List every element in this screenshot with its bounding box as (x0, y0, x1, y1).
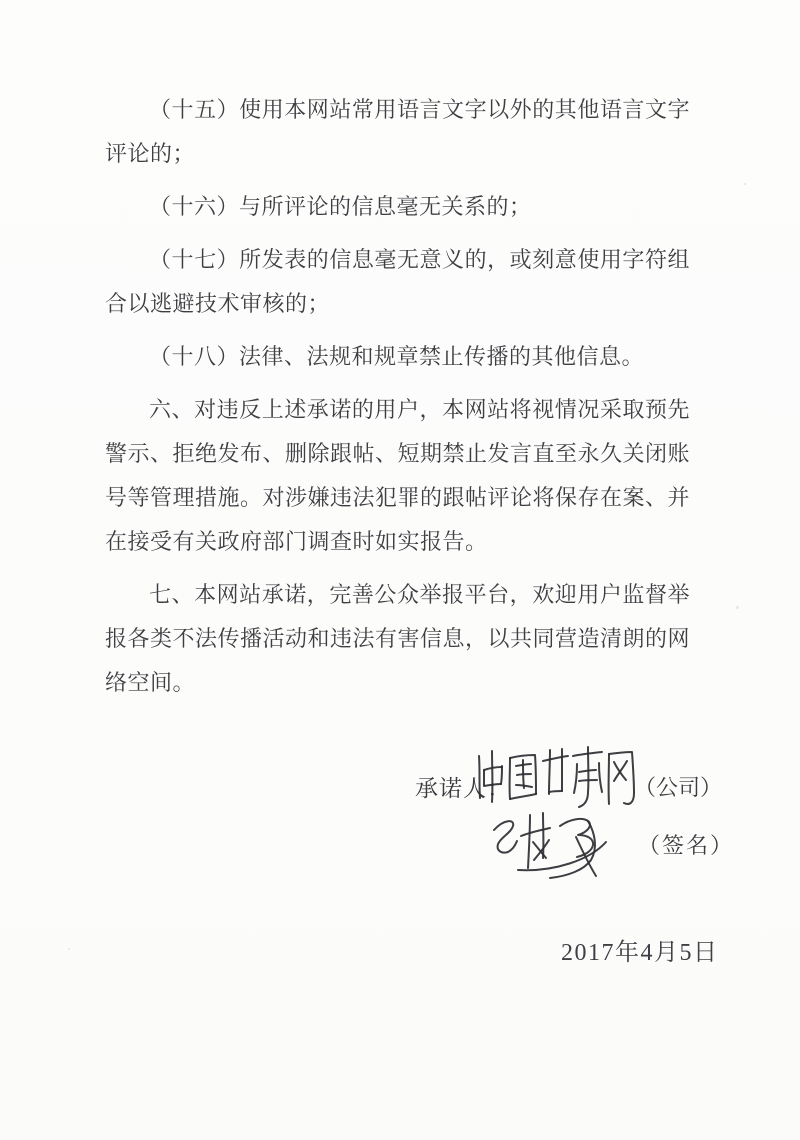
clause-15: （十五）使用本网站常用语言文字以外的其他语言文字评论的； (105, 97, 690, 166)
clause-16: （十六）与所评论的信息毫无关系的； (149, 194, 532, 219)
handwritten-company-name (476, 744, 636, 812)
handwritten-signature (488, 806, 628, 886)
section-six: 六、对违反上述承诺的用户，本网站将视情况采取预先警示、拒绝发布、删除跟帖、短期禁止发言直至永久关闭账号等管理措施。对涉嫌违法犯罪的跟帖评论将保存在案、并在接受有关政府部门调查时如实报告。 (105, 397, 691, 554)
clause-17: （十七）所发表的信息毫无意义的，或刻意使用字符组合以逃避技术审核的； (105, 247, 690, 316)
scan-speck (744, 183, 746, 185)
signature-handwriting-svg (488, 806, 628, 886)
scan-speck (68, 948, 70, 950)
sign-suffix: （签名） (638, 833, 735, 858)
clause-18: （十八）法律、法规和规章禁止传播的其他信息。 (149, 344, 645, 369)
section-seven: 七、本网站承诺，完善公众举报平台，欢迎用户监督举报各类不法传播活动和违法有害信息，以共同营造清朗的网络空间。 (105, 582, 691, 695)
company-suffix: （公司） (634, 775, 723, 800)
promiser-label: 承诺人： (415, 776, 511, 801)
company-handwriting-svg (476, 744, 636, 812)
scan-speck (736, 606, 739, 609)
document-body (105, 88, 690, 714)
document-date: 2017年4月5日 (561, 940, 719, 966)
